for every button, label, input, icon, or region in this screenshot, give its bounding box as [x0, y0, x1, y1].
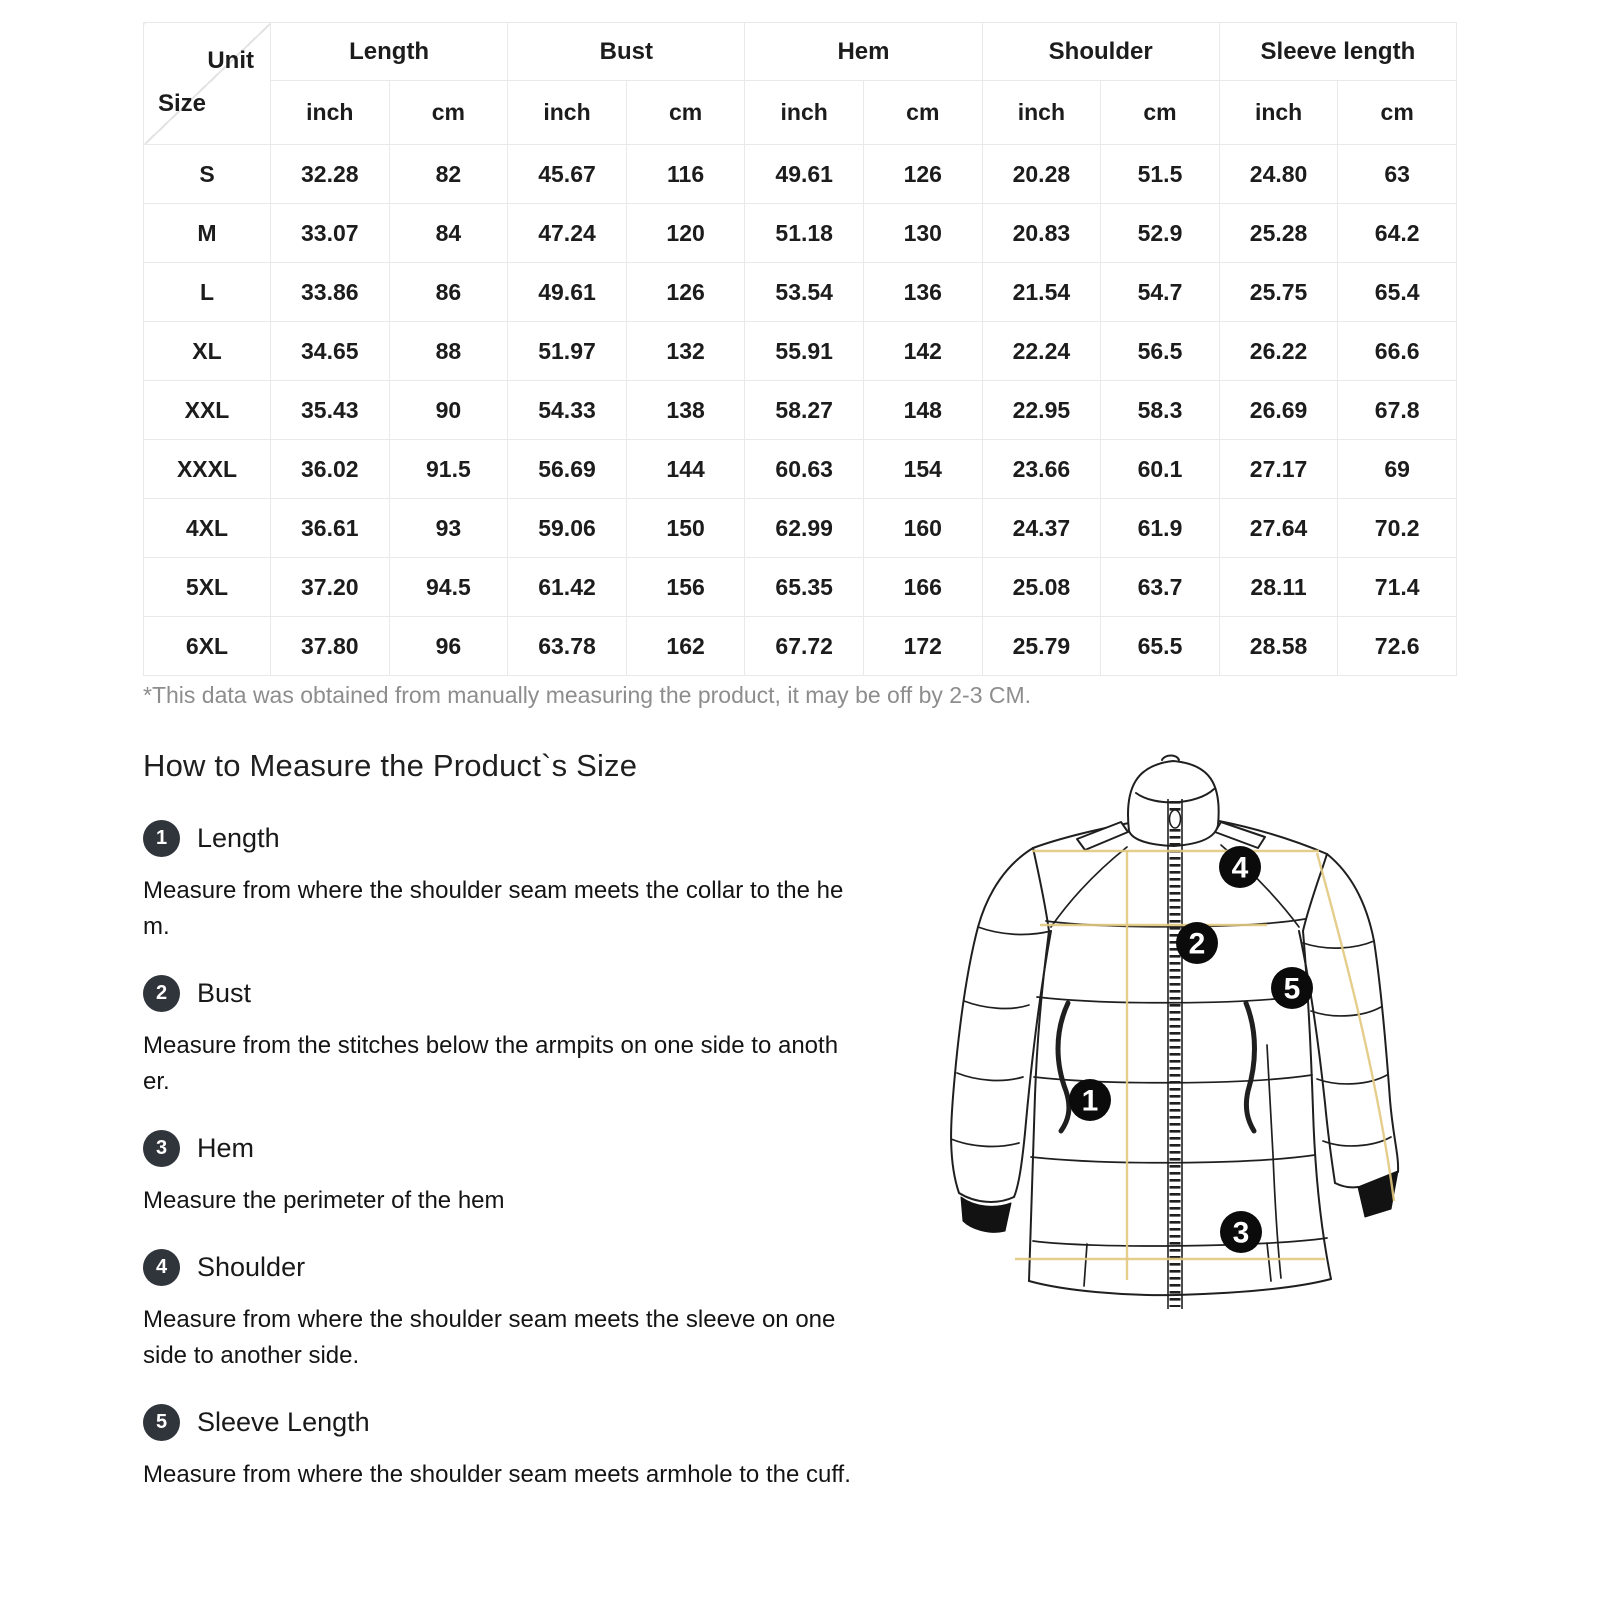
value-cell: 28.11 — [1219, 558, 1338, 617]
value-cell: 61.9 — [1101, 499, 1220, 558]
right-pocket — [1246, 1003, 1255, 1131]
value-cell: 82 — [389, 145, 508, 204]
value-cell: 34.65 — [271, 322, 390, 381]
value-cell: 23.66 — [982, 440, 1101, 499]
measure-item-header — [143, 1404, 851, 1441]
value-cell: 27.17 — [1219, 440, 1338, 499]
value-cell: 66.6 — [1338, 322, 1457, 381]
value-cell: 144 — [626, 440, 745, 499]
value-cell: 36.02 — [271, 440, 390, 499]
value-cell: 88 — [389, 322, 508, 381]
size-table-body — [144, 145, 1457, 676]
size-cell: S — [144, 145, 271, 204]
value-cell: 33.86 — [271, 263, 390, 322]
sleeve-line — [1317, 853, 1394, 1201]
measure-item-4 — [143, 1249, 851, 1374]
size-cell: XXXL — [144, 440, 271, 499]
svg-text:5: 5 — [1283, 972, 1301, 1006]
measurement-lines — [1015, 851, 1394, 1280]
guide-items — [143, 820, 851, 1493]
value-cell: 45.67 — [508, 145, 627, 204]
corner-unit-label: Unit — [207, 47, 254, 74]
value-cell: 49.61 — [745, 145, 864, 204]
measure-point-2 — [1176, 922, 1218, 964]
group-header-cell: Hem — [745, 23, 982, 81]
size-cell: 5XL — [144, 558, 271, 617]
value-cell: 27.64 — [1219, 499, 1338, 558]
step-number-badge: 5 — [143, 1404, 180, 1441]
value-cell: 67.8 — [1338, 381, 1457, 440]
table-row — [144, 440, 1457, 499]
measure-item-header — [143, 820, 851, 857]
value-cell: 70.2 — [1338, 499, 1457, 558]
value-cell: 53.54 — [745, 263, 864, 322]
value-cell: 160 — [863, 499, 982, 558]
unit-header-cell: cm — [1101, 81, 1220, 145]
value-cell: 47.24 — [508, 204, 627, 263]
measuring-guide-section — [143, 748, 851, 1523]
value-cell: 24.37 — [982, 499, 1101, 558]
value-cell: 51.5 — [1101, 145, 1220, 204]
value-cell: 154 — [863, 440, 982, 499]
value-cell: 25.79 — [982, 617, 1101, 676]
size-cell: XXL — [144, 381, 271, 440]
value-cell: 63.7 — [1101, 558, 1220, 617]
group-header-row — [144, 23, 1457, 81]
measure-item-description: Measure from where the shoulder seam meets armhole to the cuff. — [143, 1461, 851, 1488]
svg-text:4: 4 — [1231, 851, 1249, 885]
value-cell: 37.80 — [271, 617, 390, 676]
value-cell: 25.75 — [1219, 263, 1338, 322]
value-cell: 56.69 — [508, 440, 627, 499]
size-cell: 4XL — [144, 499, 271, 558]
measure-item-description: Measure from where the shoulder seam meets the sleeve on one side to another side. — [143, 1306, 836, 1369]
value-cell: 36.61 — [271, 499, 390, 558]
value-cell: 138 — [626, 381, 745, 440]
value-cell: 172 — [863, 617, 982, 676]
unit-header-cell: inch — [1219, 81, 1338, 145]
unit-header-cell: cm — [863, 81, 982, 145]
svg-text:2: 2 — [1188, 927, 1206, 961]
value-cell: 93 — [389, 499, 508, 558]
value-cell: 116 — [626, 145, 745, 204]
left-pocket — [1058, 1003, 1069, 1131]
value-cell: 58.27 — [745, 381, 864, 440]
measure-item-label: Shoulder — [197, 1252, 306, 1282]
measure-item-label: Length — [197, 823, 280, 853]
measure-item-description: Measure the perimeter of the hem — [143, 1187, 505, 1214]
value-cell: 166 — [863, 558, 982, 617]
jacket-measure-diagram — [915, 735, 1485, 1335]
group-header-cell: Sleeve length — [1219, 23, 1456, 81]
table-row — [144, 204, 1457, 263]
measure-item-5 — [143, 1404, 851, 1493]
value-cell: 20.28 — [982, 145, 1101, 204]
value-cell: 86 — [389, 263, 508, 322]
value-cell: 56.5 — [1101, 322, 1220, 381]
measure-point-1 — [1069, 1079, 1111, 1121]
table-row — [144, 322, 1457, 381]
value-cell: 96 — [389, 617, 508, 676]
value-cell: 24.80 — [1219, 145, 1338, 204]
value-cell: 150 — [626, 499, 745, 558]
value-cell: 69 — [1338, 440, 1457, 499]
value-cell: 84 — [389, 204, 508, 263]
unit-header-cell: inch — [508, 81, 627, 145]
value-cell: 37.20 — [271, 558, 390, 617]
measure-item-header — [143, 1130, 851, 1167]
measure-point-4 — [1219, 846, 1261, 888]
unit-header-cell: cm — [1338, 81, 1457, 145]
value-cell: 126 — [863, 145, 982, 204]
value-cell: 60.63 — [745, 440, 864, 499]
zipper — [1168, 799, 1182, 1309]
value-cell: 130 — [863, 204, 982, 263]
value-cell: 65.35 — [745, 558, 864, 617]
measure-point-5 — [1271, 967, 1313, 1009]
value-cell: 22.95 — [982, 381, 1101, 440]
value-cell: 162 — [626, 617, 745, 676]
value-cell: 21.54 — [982, 263, 1101, 322]
unit-header-row — [144, 81, 1457, 145]
table-row — [144, 263, 1457, 322]
unit-header-cell: inch — [271, 81, 390, 145]
value-cell: 132 — [626, 322, 745, 381]
value-cell: 91.5 — [389, 440, 508, 499]
measure-item-3 — [143, 1130, 851, 1219]
value-cell: 26.69 — [1219, 381, 1338, 440]
svg-text:3: 3 — [1232, 1216, 1250, 1250]
value-cell: 58.3 — [1101, 381, 1220, 440]
measure-point-3 — [1220, 1211, 1262, 1253]
step-number-badge: 4 — [143, 1249, 180, 1286]
value-cell: 62.99 — [745, 499, 864, 558]
unit-header-cell: cm — [389, 81, 508, 145]
size-cell: 6XL — [144, 617, 271, 676]
value-cell: 25.28 — [1219, 204, 1338, 263]
table-row — [144, 381, 1457, 440]
group-header-cell: Shoulder — [982, 23, 1219, 81]
value-cell: 60.1 — [1101, 440, 1220, 499]
size-cell: M — [144, 204, 271, 263]
value-cell: 67.72 — [745, 617, 864, 676]
svg-text:1: 1 — [1081, 1084, 1099, 1118]
value-cell: 54.33 — [508, 381, 627, 440]
value-cell: 65.4 — [1338, 263, 1457, 322]
group-header-cell: Length — [271, 23, 508, 81]
value-cell: 20.83 — [982, 204, 1101, 263]
unit-header-cell: cm — [626, 81, 745, 145]
measure-item-header — [143, 1249, 851, 1286]
size-chart-table — [143, 22, 1457, 676]
unit-size-corner-cell — [144, 23, 271, 145]
table-row — [144, 617, 1457, 676]
step-number-badge: 2 — [143, 975, 180, 1012]
unit-header-cell: inch — [982, 81, 1101, 145]
value-cell: 71.4 — [1338, 558, 1457, 617]
measure-item-label: Hem — [197, 1133, 255, 1163]
table-row — [144, 499, 1457, 558]
value-cell: 35.43 — [271, 381, 390, 440]
table-footnote: *This data was obtained from manually measuring the product, it may be off by 2-3 CM. — [143, 682, 1032, 708]
table-row — [144, 558, 1457, 617]
step-number-badge: 1 — [143, 820, 180, 857]
size-cell: XL — [144, 322, 271, 381]
guide-title: How to Measure the Product`s Size — [143, 748, 638, 783]
table-row — [144, 145, 1457, 204]
value-cell: 61.42 — [508, 558, 627, 617]
value-cell: 51.18 — [745, 204, 864, 263]
value-cell: 49.61 — [508, 263, 627, 322]
step-number-badge: 3 — [143, 1130, 180, 1167]
value-cell: 52.9 — [1101, 204, 1220, 263]
value-cell: 28.58 — [1219, 617, 1338, 676]
value-cell: 90 — [389, 381, 508, 440]
size-cell: L — [144, 263, 271, 322]
value-cell: 126 — [626, 263, 745, 322]
value-cell: 65.5 — [1101, 617, 1220, 676]
measure-item-label: Bust — [197, 978, 252, 1008]
value-cell: 94.5 — [389, 558, 508, 617]
value-cell: 64.2 — [1338, 204, 1457, 263]
value-cell: 120 — [626, 204, 745, 263]
value-cell: 26.22 — [1219, 322, 1338, 381]
value-cell: 33.07 — [271, 204, 390, 263]
measure-item-2 — [143, 975, 851, 1100]
value-cell: 136 — [863, 263, 982, 322]
value-cell: 72.6 — [1338, 617, 1457, 676]
corner-size-label: Size — [158, 90, 207, 117]
value-cell: 148 — [863, 381, 982, 440]
value-cell: 63 — [1338, 145, 1457, 204]
value-cell: 63.78 — [508, 617, 627, 676]
value-cell: 32.28 — [271, 145, 390, 204]
measure-item-description: Measure from the stitches below the armpits on one side to another. — [143, 1032, 839, 1095]
measure-item-1 — [143, 820, 851, 945]
left-hood-flap — [1077, 822, 1128, 850]
value-cell: 142 — [863, 322, 982, 381]
value-cell: 22.24 — [982, 322, 1101, 381]
unit-header-cell: inch — [745, 81, 864, 145]
measure-item-description: Measure from where the shoulder seam meets the collar to the hem. — [143, 877, 844, 940]
measure-item-label: Sleeve Length — [197, 1407, 370, 1437]
group-header-cell: Bust — [508, 23, 745, 81]
value-cell: 156 — [626, 558, 745, 617]
measure-item-header — [143, 975, 851, 1012]
zipper-pull — [1170, 810, 1181, 828]
value-cell: 25.08 — [982, 558, 1101, 617]
value-cell: 54.7 — [1101, 263, 1220, 322]
value-cell: 59.06 — [508, 499, 627, 558]
value-cell: 51.97 — [508, 322, 627, 381]
value-cell: 55.91 — [745, 322, 864, 381]
